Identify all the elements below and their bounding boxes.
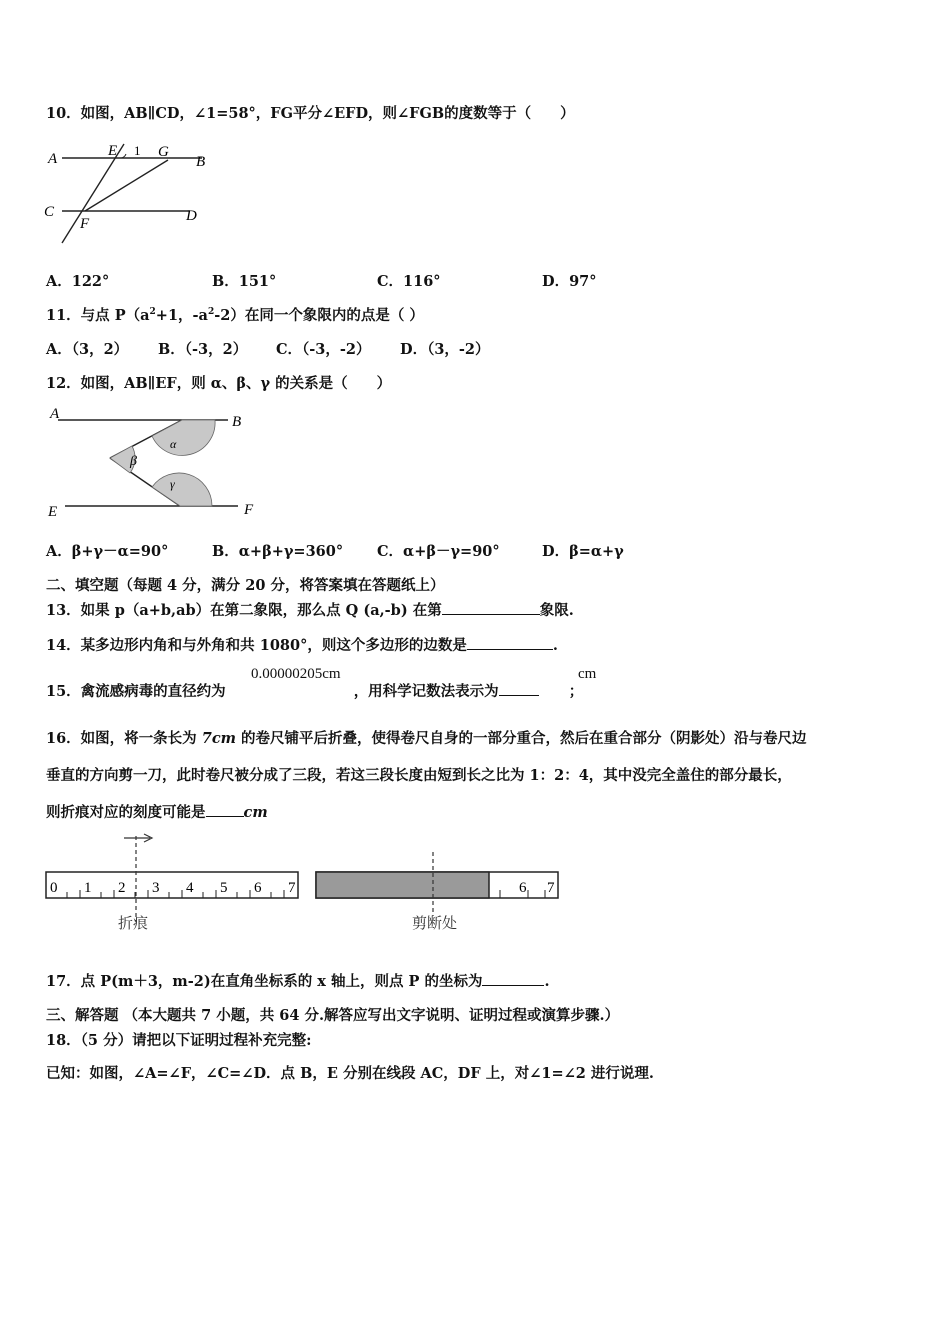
ruler-1-tick-label: 0: [50, 880, 58, 896]
q10-label-f: F: [80, 216, 90, 232]
q12-option-a: A．β+γ－α=90°: [46, 543, 169, 560]
q12-text: 12．如图，AB∥EF，则 α、β、γ 的关系是（ ）: [46, 375, 392, 392]
q10-label-g: G: [158, 144, 169, 160]
cut-label: 剪断处: [412, 916, 458, 932]
overlap-shaded: [316, 872, 489, 898]
ruler-2-tick-6: 6: [519, 880, 527, 896]
q12-label-a: A: [50, 406, 60, 422]
ruler-1-tick-label: 4: [186, 880, 194, 896]
q12-label-alpha: α: [170, 437, 177, 451]
q10-label-c: C: [44, 204, 55, 220]
q15-value: 0.00000205cm: [251, 666, 341, 682]
q12-option-d: D．β=α+γ: [542, 543, 624, 560]
q18-given: 已知：如图，∠A=∠F，∠C=∠D．点 B，E 分别在线段 AC，DF 上，对∠1=∠2 进行说理.: [46, 1065, 654, 1082]
q12-option-b: B．α+β+γ=360°: [212, 543, 344, 560]
q12-figure: [40, 402, 280, 524]
q10-option-c: C．116°: [377, 273, 441, 290]
q10-label-d: D: [186, 208, 197, 224]
q10-figure: [40, 138, 230, 250]
q10-option-b: B．151°: [212, 273, 277, 290]
q11-option-c: C．（-3，-2）: [276, 341, 371, 358]
q10-option-d: D．97°: [542, 273, 597, 290]
section-2-heading: 二、填空题（每题 4 分，满分 20 分，将答案填在答题纸上）: [46, 577, 445, 594]
q15-text: 15．禽流感病毒的直径约为 ，用科学记数法表示为 ；: [46, 683, 584, 700]
q12-label-b: B: [232, 414, 242, 430]
q16-figure: [40, 824, 580, 940]
q10-label-e: E: [108, 143, 118, 159]
q10-text: 10．如图，AB∥CD，∠1=58°，FG平分∠EFD，则∠FGB的度数等于（ ）: [46, 105, 575, 122]
fold-label: 折痕: [118, 916, 149, 932]
q16-line-2: 垂直的方向剪一刀，此时卷尺被分成了三段，若这三段长度由短到长之比为 1：2：4，其中没完全盖住的部分最长，: [46, 767, 792, 784]
ruler-1-tick-label: 7: [288, 880, 296, 896]
q11-option-d: D．（3，-2）: [400, 341, 490, 358]
q12-label-gamma: γ: [170, 477, 175, 491]
ruler-1-tick-label: 1: [84, 880, 92, 896]
q15-unit: cm: [578, 666, 597, 682]
q12-option-c: C．α+β－γ=90°: [377, 543, 500, 560]
q12-label-f: F: [244, 502, 254, 518]
q10-label-b: B: [196, 154, 206, 170]
q17-text: 17．点 P(m＋3，m-2)在直角坐标系的 x 轴上，则点 P 的坐标为 .: [46, 973, 550, 990]
ruler-1-tick-label: 3: [152, 880, 160, 896]
q13-text: 13．如果 p（a+b,ab）在第二象限，那么点 Q (a,-b) 在第 象限.: [46, 602, 574, 619]
ruler-1-tick-label: 6: [254, 880, 262, 896]
section-3-heading: 三、解答题 （本大题共 7 小题，共 64 分.解答应写出文字说明、证明过程或演算步骤.）: [46, 1007, 620, 1024]
q10-label-a: A: [48, 151, 58, 167]
q10-option-a: A．122°: [46, 273, 110, 290]
q12-label-e: E: [48, 504, 58, 520]
q11-option-a: A．（3，2）: [46, 341, 129, 358]
ruler-1-tick-label: 5: [220, 880, 228, 896]
q18-title: 18．（5 分）请把以下证明过程补充完整:: [46, 1032, 312, 1049]
q16-line-3: 则折痕对应的刻度可能是 cm: [46, 804, 268, 821]
q14-text: 14．某多边形内角和与外角和共 1080°，则这个多边形的边数是 .: [46, 637, 558, 654]
q12-label-beta: β: [130, 454, 137, 469]
ruler-1-tick-label: 2: [118, 880, 126, 896]
q10-label-1: 1: [134, 143, 141, 158]
q11-text: 11．与点 $P(a^2+1$，$-a^2-2$）在同一个象限内的点是（ ）: [46, 307, 424, 324]
q16-line-1: 16．如图，将一条长为 7cm 的卷尺铺平后折叠，使得卷尺自身的一部分重合，然后在重合部分（阴影处）沿与卷尺边: [46, 730, 807, 747]
q11-option-b: B．（-3，2）: [158, 341, 248, 358]
ruler-2-tick-7: 7: [547, 880, 555, 896]
